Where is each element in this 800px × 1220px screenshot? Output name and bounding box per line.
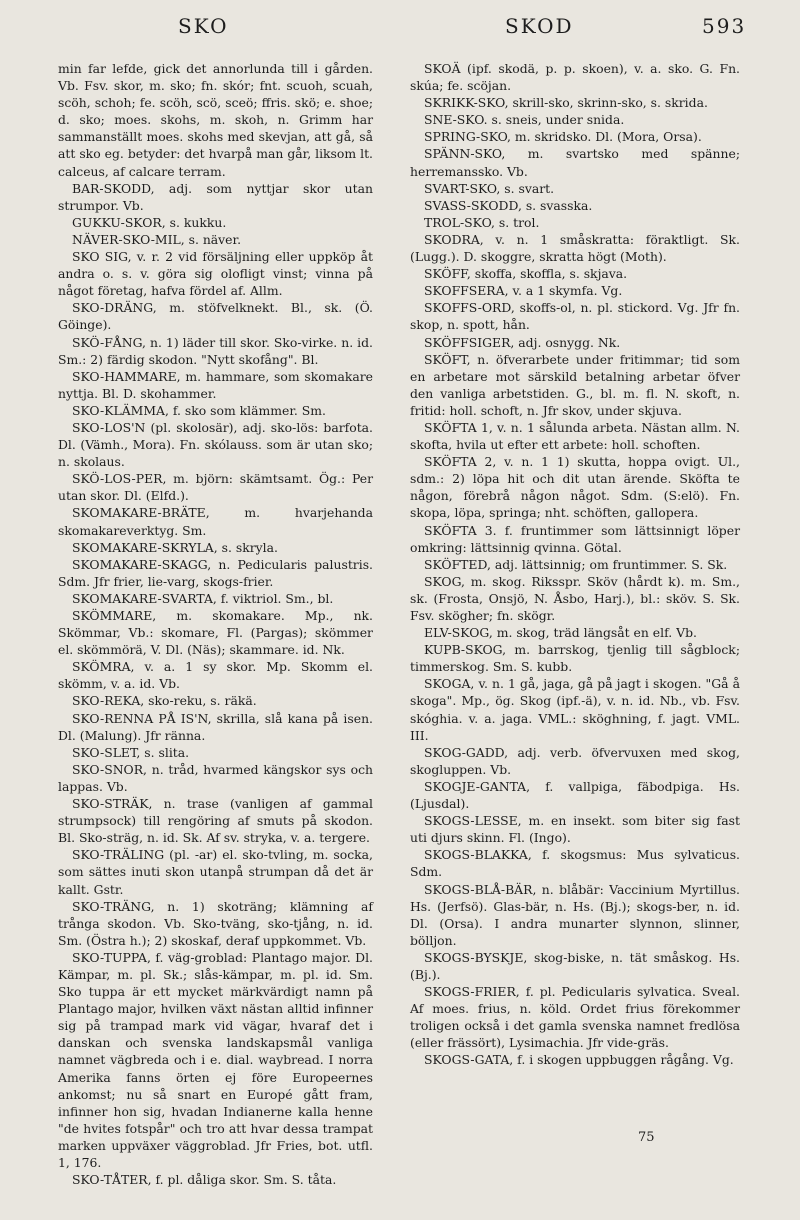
dictionary-entry: TROL-SKO, s. trol. [424,214,540,230]
dictionary-entry: SKOÄ (ipf. skodä, p. p. skoen), v. a. sko. G. Fn. skúa; fe. scöjan. [410,61,740,94]
dictionary-entry: SKÖFTA 3. f. fruntimmer som lättsinnigt löper omkring: lättsinnig qvinna. Götal. [410,522,740,555]
dictionary-entry: min far lefde, gick det annorlunda till i gården. Vb. Fsv. skor, m. sko; fn. skór; fnt. scuoh, scuah, scöh, schoh; fe. scöh, scö, sceö; ffris. skö; e. shoe; d. sko; moes. skohs, m. skoh, n. Grimm har sammanställt moes. skohs med skevjan, att gå, så att sko eg. betyder: det hvarpå man går, liksom lt. calceus, af calcare terram. [58,61,373,179]
dictionary-entry: SVASS-SKODD, s. svasska. [424,197,593,213]
dictionary-entry: SKOFFS-ORD, skoffs-ol, n. pl. stickord. Vg. Jfr fn. skop, n. spott, hån. [410,300,740,333]
dictionary-entry: SKÖMMARE, m. skomakare. Mp., nk. Skömmar, Vb.: skomare, Fl. (Pargas); skömmer el. skömmörä, V. Dl. (Näs); skammare. id. Nk. [58,608,373,658]
dictionary-entry: SKÖFT, n. öfverarbete under fritimmar; tid som en arbetare mot särskild betalning arbetar öfver den vanliga arbetstiden. G., bl. m. fl. N. skoft, n. fritid: holl. schoft, n. Jfr skov, under skjuva. [410,351,740,418]
dictionary-entry: SKO-TÅTER, f. pl. dåliga skor. Sm. S. tåta. [72,1172,337,1188]
dictionary-entry: SKOMAKARE-SKAGG, n. Pedicularis palustris. Sdm. Jfr frier, lie-varg, skogs-frier. [58,556,373,589]
dictionary-entry: BAR-SKODD, adj. som nyttjar skor utan strumpor. Vb. [58,180,373,213]
dictionary-entry: SKO-TRÄNG, n. 1) skoträng; klämning af trånga skodon. Vb. Sko-tväng, sko-tjång, n. id. Sm. (Östra h.); 2) skoskaf, deraf uppkommet. Vb. [58,898,373,948]
dictionary-entry: SNE-SKO. s. sneis, under snida. [424,112,625,128]
dictionary-entry: SKOFFSERA, v. a 1 skymfa. Vg. [424,283,623,299]
dictionary-entry: SKÖ-FÅNG, n. 1) läder till skor. Sko-virke. n. id. Sm.: 2) färdig skodon. "Nytt skofång". Bl. [58,334,373,367]
dictionary-entry: ELV-SKOG, m. skog, träd längsåt en elf. Vb. [424,625,697,641]
right-column [410,60,740,1069]
dictionary-entry: SKÖFF, skoffa, skoffla, s. skjava. [424,266,628,282]
dictionary-entry: SKO-STRÄK, n. trase (vanligen af gammal strumpsock) till rengöring af smuts på skodon. Bl. Sko-sträg, n. id. Sk. Af sv. stryka, v. a. tergere. [58,796,373,846]
dictionary-entry: SPÄNN-SKO, m. svartsko med spänne; herremanssko. Vb. [410,146,740,179]
dictionary-entry: SKO-KLÄMMA, f. sko som klämmer. Sm. [72,402,326,418]
dictionary-entry: SKOGS-BLÅ-BÄR, n. blåbär: Vaccinium Myrtillus. Hs. (Jerfsö). Glas-bär, n. Hs. (Bj.); skogs-ber, n. id. Dl. (Orsa). I andra munarter slynnon, slinner, bölljon. [410,881,740,948]
dictionary-entry: SKÖFTA 1, v. n. 1 sålunda arbeta. Nästan allm. N. skofta, hvila ut efter ett arbete: holl. schoften. [410,419,740,453]
dictionary-entry: SKRIKK-SKO, skrill-sko, skrinn-sko, s. skrida. [424,95,708,111]
dictionary-entry: SKO-DRÄNG, m. stöfvelknekt. Bl., sk. (Ö. Göinge). [58,300,373,333]
page-number: 593 [702,14,747,38]
dictionary-entry: SKOGS-LESSE, m. en insekt. som biter sig fast uti djurs skinn. Fl. (Ingo). [410,813,740,846]
dictionary-entry: SKÖ-LOS-PER, m. björn: skämtsamt. Ög.: Per utan skor. Dl. (Elfd.). [58,471,373,504]
dictionary-entry: SKO-RENNA PÅ IS'N, skrilla, slå kana på isen. Dl. (Malung). Jfr ränna. [58,710,373,743]
dictionary-entry: SKOG, m. skog. Riksspr. Sköv (hårdt k). m. Sm., sk. (Frosta, Onsjö, N. Åsbo, Harj.), bl.: sköv. S. Sk. Fsv. skögher; fn. skögr. [410,573,740,623]
dictionary-entry: SKOMAKARE-BRÄTE, m. hvarjehanda skomakareverktyg. Sm. [58,505,373,538]
dictionary-entry: SKÖFFSIGER, adj. osnygg. Nk. [424,334,621,350]
dictionary-entry: SKOGS-FRIER, f. pl. Pedicularis sylvatica. Sveal. Af moes. frius, n. köld. Ordet frius förekommer troligen också i det gamla svenska namnet fredlösa (eller frässört), Lysimachia. Jfr vide-gräs. [410,984,740,1051]
dictionary-entry: SKODRA, v. n. 1 småskratta: föraktligt. Sk. (Lugg.). D. skoggre, skratta högt (Moth). [410,231,740,265]
dictionary-entry: SKO-REKA, sko-reku, s. räkä. [72,693,257,709]
dictionary-entry: SKO-LOS'N (pl. skolosär), adj. sko-lös: barfota. Dl. (Vämh., Mora). Fn. skólauss. som är utan sko; n. skolaus. [58,419,373,470]
dictionary-entry: SKOGS-BLAKKA, f. skogsmus: Mus sylvaticus. Sdm. [410,847,740,880]
dictionary-entry: SKOGS-BYSKJE, skog-biske, n. tät småskog. Hs. (Bj.). [410,949,740,982]
left-column [58,60,373,1188]
dictionary-entry: SKO-SNOR, n. tråd, hvarmed kängskor sys och lappas. Vb. [58,761,373,794]
dictionary-entry: KUPB-SKOG, m. barrskog, tjenlig till sågblock; timmerskog. Sm. S. kubb. [410,642,740,675]
dictionary-entry: SKÖMRA, v. a. 1 sy skor. Mp. Skomm el. skömm, v. a. id. Vb. [58,659,373,692]
dictionary-entry: SKOGA, v. n. 1 gå, jaga, gå på jagt i skogen. "Gå å skoga". Mp., ög. Skog (ipf.-ä), v. n. id. Nb., vb. Fsv. skóghia. v. a. jaga. VML.: sköghning, f. jagt. VML. III. [410,676,740,743]
dictionary-entry: SKOMAKARE-SKRYLA, s. skryla. [72,539,278,555]
dictionary-entry: SKO-TUPPA, f. väg-groblad: Plantago major. Dl. Kämpar, m. pl. Sk.; slås-kämpar, m. pl. id. Sm. Sko tuppa är ett mycket märkvärdigt namn på Plantago major, hvilken växt nästan alltid infinner sig på trampad mark vid vägar, hvaraf det i danskan och svenska landskapsmål vanliga namnet vägbreda och i e. dial. waybread. I norra Amerika fanns örten ej före Europeernes ankomst; nu så snart en Europé gått fram, infinner hon sig, hvadan Indianerne kalla henne "de hvites fotspår" och tro att hvar dessa trampat marken uppväxer väggroblad. Jfr Fries, bot. utfl. 1, 176. [58,949,373,1170]
dictionary-entry: SKOMAKARE-SVARTA, f. viktriol. Sm., bl. [72,590,334,606]
dictionary-entry: NÄVER-SKO-MIL, s. näver. [72,231,242,247]
running-head-right: SKOD [505,14,574,38]
running-head-left: SKO [178,14,229,38]
dictionary-entry: SPRING-SKO, m. skridsko. Dl. (Mora, Orsa). [424,129,702,145]
dictionary-entry: SKO-TRÄLING (pl. -ar) el. sko-tvling, m. socka, som sättes inuti skon utanpå strumpan då det är kallt. Gstr. [58,847,373,897]
signature-mark: 75 [638,1130,655,1145]
dictionary-entry: SKO-SLET, s. slita. [72,744,190,760]
dictionary-entry: SKOG-GADD, adj. verb. öfvervuxen med skog, skogluppen. Vb. [410,744,740,777]
dictionary-entry: SKOGJE-GANTA, f. vallpiga, fäbodpiga. Hs. (Ljusdal). [410,778,740,812]
dictionary-entry: SVART-SKO, s. svart. [424,180,555,196]
dictionary-entry: SKO SIG, v. r. 2 vid försäljning eller uppköp åt andra o. s. v. göra sig olofligt vinst; vinna på något företag, hafva fördel af. Allm. [58,249,373,299]
dictionary-entry: SKÖFTA 2, v. n. 1 1) skutta, hoppa ovigt. Ul., sdm.: 2) löpa hit och dit utan ärende. Sköfta te någon, förebrå någon något. Sdm. (S:elö). Fn. skopa, löpa, springa; nht. schöften, gallopera. [410,454,740,521]
dictionary-entry: GUKKU-SKOR, s. kukku. [72,214,227,230]
dictionary-entry: SKO-HAMMARE, m. hammare, som skomakare nyttja. Bl. D. skohammer. [58,368,373,401]
dictionary-entry: SKOGS-GATA, f. i skogen uppbuggen rågång. Vg. [424,1052,734,1068]
dictionary-entry: SKÖFTED, adj. lättsinnig; om fruntimmer. S. Sk. [424,556,728,572]
